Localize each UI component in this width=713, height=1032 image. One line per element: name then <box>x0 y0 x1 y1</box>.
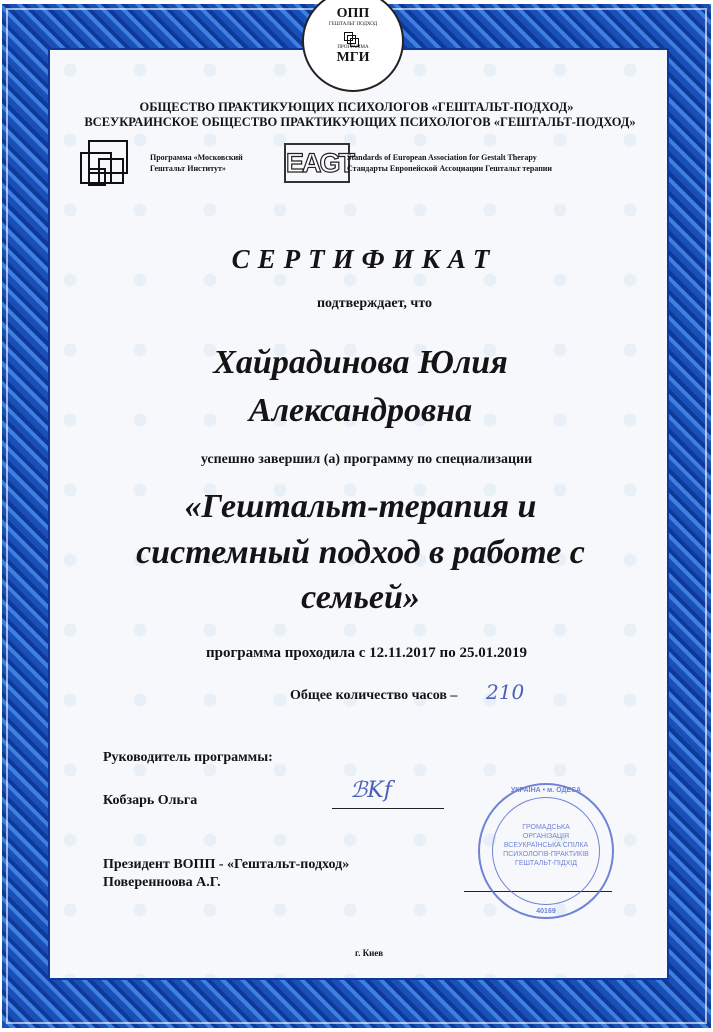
emblem-sub: ГЕШТАЛЬТ ПОДХОД <box>328 22 378 27</box>
program-head-name: Кобзарь Ольга <box>103 793 198 808</box>
official-stamp: УКРАЇНА • м. ОДЕСА ГРОМАДСЬКА ОРГАНІЗАЦІЯ ВСЕУКРАЇНСЬКА СПІЛКА ПСИХОЛОГІВ-ПРАКТИКІВ ГЕШТАЛЬТ-ПІДХІД 40169 <box>478 783 614 919</box>
header-line-2: ВСЕУКРАИНСКОЕ ОБЩЕСТВО ПРАКТИКУЮЩИХ ПСИХОЛОГОВ «ГЕШТАЛЬТ-ПОДХОД» <box>84 115 636 129</box>
mgi-logo-icon <box>80 140 140 200</box>
program-title-line-2: системный подход в работе с <box>136 534 585 571</box>
recipient-name-line-2: Александровна <box>248 392 473 429</box>
completed-text: успешно завершил (а) программу по специализации <box>200 452 533 467</box>
emblem-program: ПРОГРАММА <box>337 45 369 50</box>
hours-label: Общее количество часов – <box>290 688 458 703</box>
program-title-line-3: семьей» <box>301 579 420 616</box>
president-label: Президент ВОПП - «Гештальт-подход» <box>103 857 350 872</box>
city: г. Киев <box>355 948 384 958</box>
program-title-line-1: «Гештальт-терапия и <box>184 488 537 525</box>
confirms-text: подтверждает, что <box>316 296 433 311</box>
hours-value: 210 <box>486 680 525 704</box>
program-period: программа проходила с 12.11.2017 по 25.01.2019 <box>206 645 527 661</box>
program-head-label: Руководитель программы: <box>103 750 273 765</box>
mgi-program-text: Программа «Московский Гештальт Институт» <box>150 153 243 173</box>
head-signature: ℬKf <box>350 778 392 803</box>
eagt-logo: EAGT <box>284 143 350 183</box>
head-signature-line <box>332 808 444 809</box>
eagt-standards-text: Standards of European Association for Gestalt Therapy Стандарты Европейской Ассоциации Гештальт терапии <box>347 153 553 173</box>
emblem-name: МГИ <box>336 50 370 65</box>
president-name: Поверенноова А.Г. <box>103 875 221 890</box>
header-line-1: ОБЩЕСТВО ПРАКТИКУЮЩИХ ПСИХОЛОГОВ «ГЕШТАЛЬТ-ПОДХОД» <box>139 100 574 114</box>
emblem-top: ОПП <box>336 6 370 21</box>
squares-logo-icon <box>344 32 358 46</box>
certificate-title: СЕРТИФИКАТ <box>231 244 498 274</box>
recipient-name-line-1: Хайрадинова Юлия <box>213 344 508 381</box>
